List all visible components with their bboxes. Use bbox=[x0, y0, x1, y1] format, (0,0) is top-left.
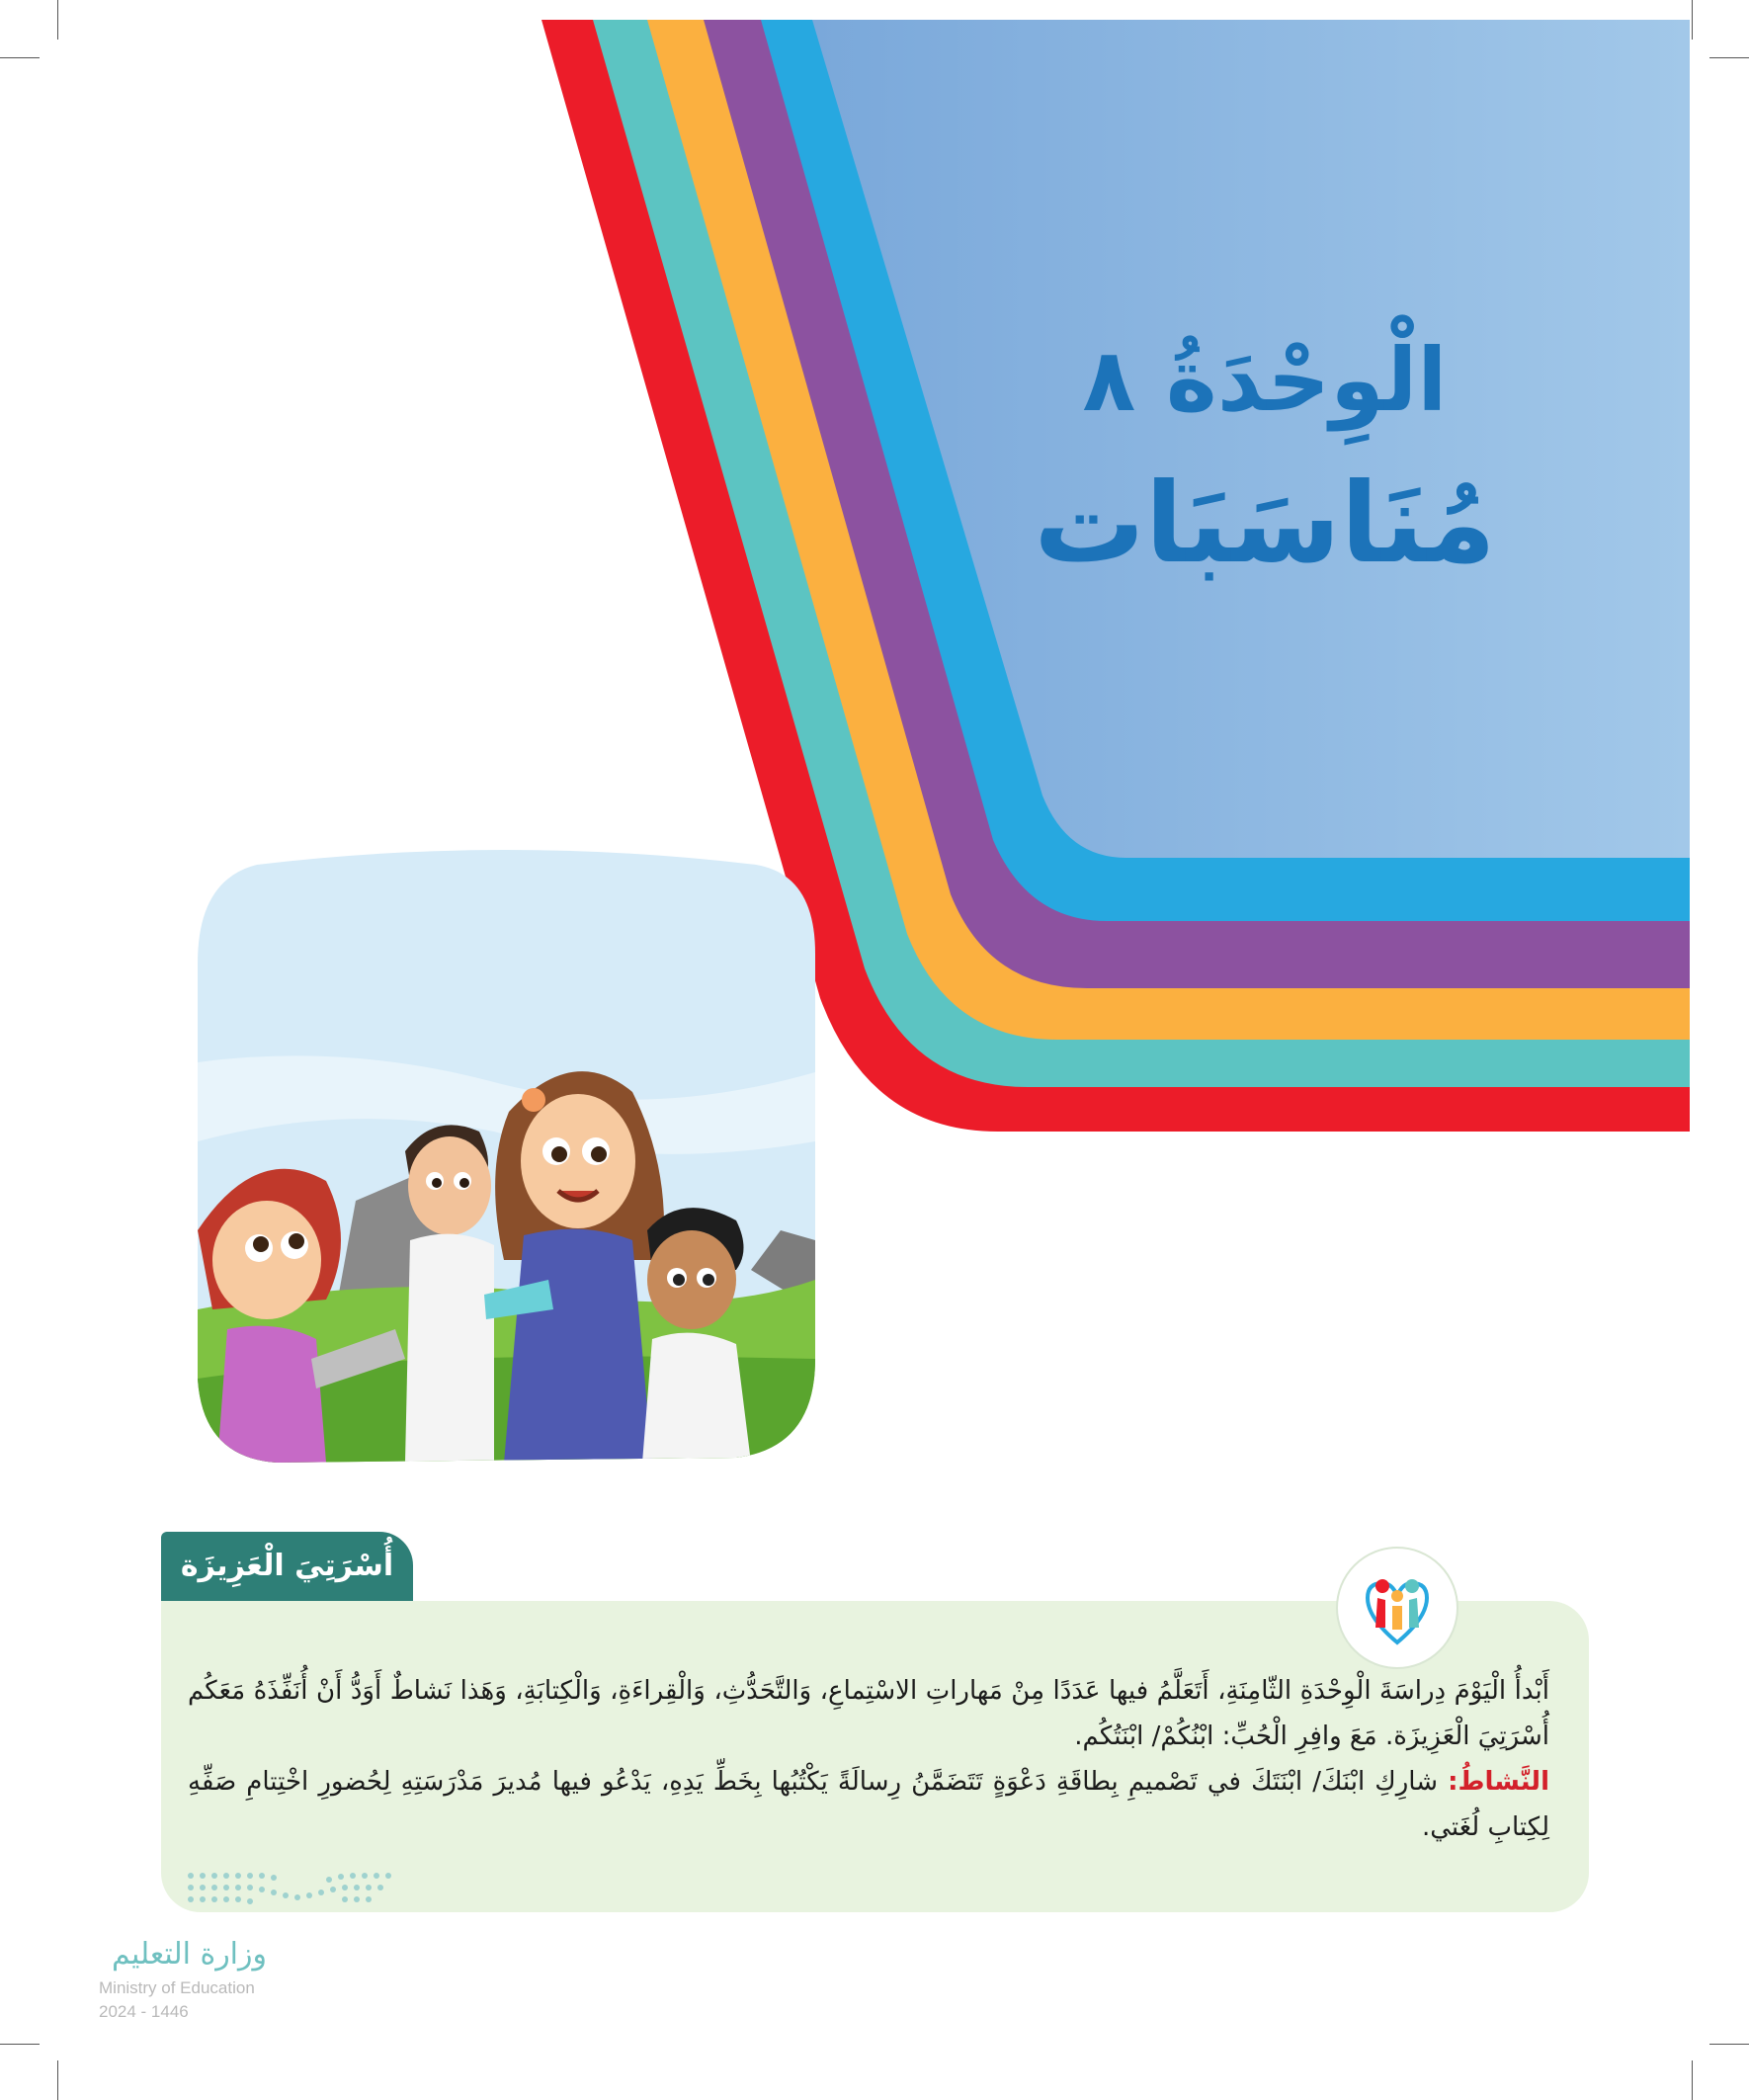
section-tab: أُسْرَتِيَ الْعَزِيزَة bbox=[161, 1532, 413, 1601]
section-body bbox=[188, 1668, 1549, 1850]
unit-title: الْوِحْدَةُ ٨ bbox=[1082, 329, 1448, 431]
unit-heading bbox=[988, 316, 1541, 603]
activity-paragraph bbox=[188, 1759, 1549, 1850]
intro-paragraph: أَبْدأُ الْيَوْمَ دِراسَةَ الْوِحْدَةِ الثّامِنَةِ، أَتَعَلَّمُ فيها عَدَدًا مِنْ مَهاراتِ الاسْتِماعِ، وَالتَّحَدُّثِ، وَالْقِراءَةِ، وَالْكِتابَةِ، وَهَذا نَشاطٌ أَوَدُّ أَنْ أُنَفِّذَهُ مَعَكُم أُسْرَتِيَ الْعَزِيزَة. مَعَ وافِرِ الْحُبِّ: ابْنُكُمْ/ ابْنَتُكُم. bbox=[188, 1676, 1549, 1751]
crop-mark bbox=[0, 2044, 40, 2045]
family-illustration bbox=[198, 845, 815, 1463]
dot-pattern bbox=[181, 1868, 408, 1907]
crop-mark bbox=[1692, 2060, 1693, 2100]
crop-mark bbox=[57, 2060, 58, 2100]
ministry-name-en: Ministry of Education bbox=[99, 1978, 255, 1997]
crop-mark bbox=[1709, 2044, 1749, 2045]
family-icon bbox=[1336, 1547, 1458, 1669]
activity-text: شارِكِ ابْنَكَ/ ابْنَتَكَ في تَصْميمِ بِطاقَةِ دَعْوَةٍ تَتَضَمَّنُ رِسالَةً يَكْتُبُها بِخَطِّ يَدِهِ، يَدْعُو فيها مُديرَ مَدْرَسَتِهِ لِحُضورِ اخْتِتامِ صَفِّهِ لِكِتابِ لُغَتي. bbox=[188, 1767, 1549, 1842]
ministry-logo bbox=[99, 1937, 326, 2026]
activity-label: النَّشاطُ: bbox=[1448, 1767, 1549, 1797]
unit-subtitle: مُنَاسَبَات bbox=[1034, 460, 1496, 588]
ministry-year: 2024 - 1446 bbox=[99, 2002, 189, 2021]
ministry-name-ar: وزارة التعليم bbox=[111, 1937, 267, 1972]
